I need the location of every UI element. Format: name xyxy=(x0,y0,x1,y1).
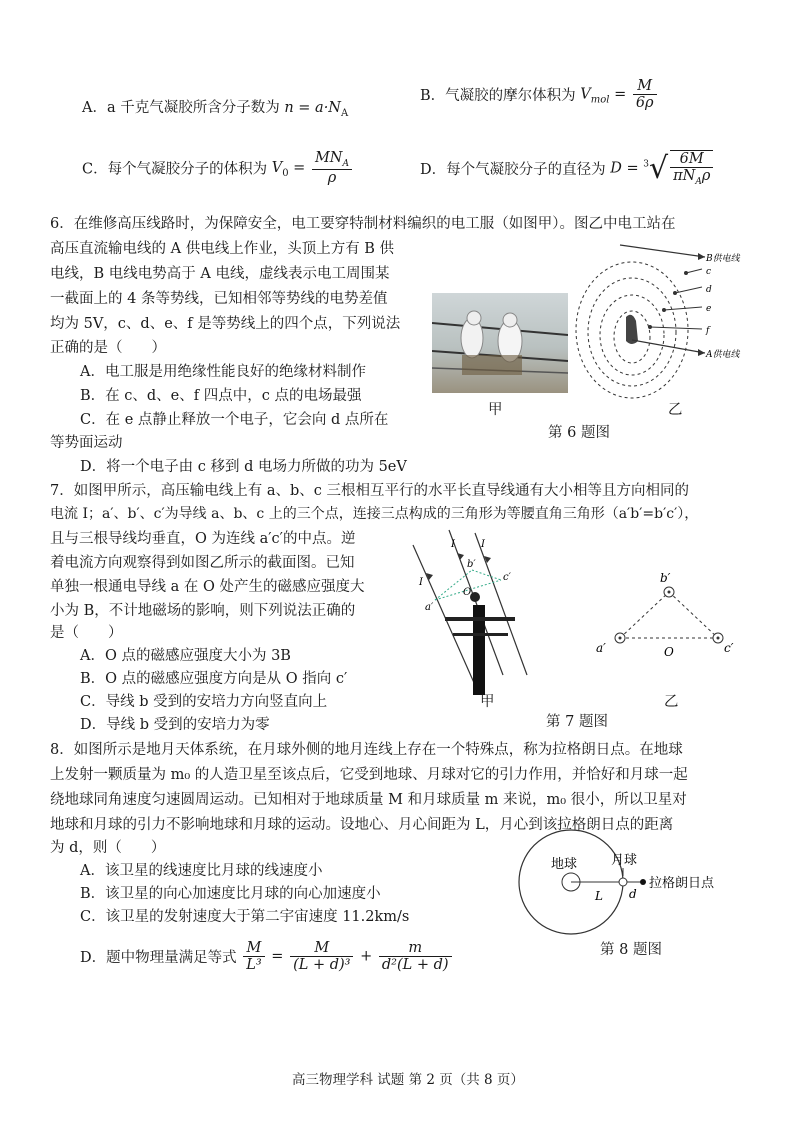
svg-text:a′: a′ xyxy=(596,641,606,655)
page-footer: 高三物理学科 试题 第 2 页（共 8 页） xyxy=(292,1072,524,1088)
wire-a xyxy=(413,545,475,685)
q5-option-d: D．每个气凝胶分子的直径为 D = $^3$√ $\frac{6M}{\pi N_A\rho}$ xyxy=(420,150,715,187)
fig6-equipotential-diagram xyxy=(570,235,770,405)
svg-text:L: L xyxy=(595,889,603,903)
q7-line1: 7．如图甲所示，高压输电线上有 a、b、c 三根相互平行的水平长直导线通有大小相等且方向相同的 xyxy=(50,483,689,499)
fig8-earth-moon-diagram xyxy=(515,820,765,940)
q8-option-a: A．该卫星的线速度比月球的线速度小 xyxy=(80,863,323,879)
q6-line1: 6．在维修高压线路时，为保障安全，电工要穿特制材料编织的电工服（如图甲）。图乙中电工站在 xyxy=(50,216,676,232)
svg-text:a′: a′ xyxy=(425,602,434,613)
q7-line6: 小为 B，不计地磁场的影响，则下列说法正确的 xyxy=(50,603,356,619)
fig7-caption: 第 7 题图 xyxy=(546,714,608,730)
q7-option-b: B．O 点的磁感应强度方向是从 O 指向 c′ xyxy=(80,671,348,687)
q7-line4: 着电流方向观察得到如图乙所示的截面图。已知 xyxy=(50,555,355,571)
q6-line2: 高压直流输电线的 A 供电线上作业，头顶上方有 B 供 xyxy=(50,241,395,257)
fig7-jia-diagram xyxy=(405,525,530,695)
q6-line4: 一截面上的 4 条等势线，已知相邻等势线的电势差值 xyxy=(50,291,388,307)
fig6-label-yi: 乙 xyxy=(668,402,683,418)
fig7-label-yi: 乙 xyxy=(664,694,679,710)
q7-line3: 且与三根导线均垂直，O 为连线 a′c′的中点。逆 xyxy=(50,531,356,547)
fig6-point-f: f xyxy=(706,326,710,336)
svg-text:I: I xyxy=(419,577,423,588)
fig6-point-e: e xyxy=(706,304,712,314)
q8-line3: 绕地球同角速度匀速圆周运动。已知相对于地球质量 M 和月球质量 m 来说，m₀ 很小，所以卫星对 xyxy=(50,792,687,808)
q6-line3: 电线，B 电线电势高于 A 电线，虚线表示电工周围某 xyxy=(50,266,390,282)
fig8-label-lagrange: 拉格朗日点 xyxy=(649,876,715,891)
fig6-point-d: d xyxy=(706,285,712,295)
fig8-caption: 第 8 题图 xyxy=(600,942,662,958)
svg-text:c′: c′ xyxy=(724,641,734,655)
q6-option-c-cont: 等势面运动 xyxy=(50,435,123,451)
fig7-yi-diagram xyxy=(590,570,750,660)
moon xyxy=(619,878,627,886)
svg-text:b′: b′ xyxy=(660,571,671,585)
fig6-photo-illustration xyxy=(432,293,568,393)
fig6-point-c: c xyxy=(706,267,712,277)
q8-line2: 上发射一颗质量为 m₀ 的人造卫星至该点后，它受到地球、月球对它的引力作用，并恰好和月球一起 xyxy=(50,767,688,783)
svg-text:d: d xyxy=(629,887,637,901)
q5-option-c: C．每个气凝胶分子的体积为 $V_0$ = $\frac{MN_A}{\rho}$ xyxy=(82,150,354,186)
worker-silhouette xyxy=(626,315,638,344)
q7-option-a: A．O 点的磁感应强度大小为 3B xyxy=(80,648,291,664)
q7-line2: 电流 I；a′、b′、c′为导线 a、b、c 上的三个点，连接三点构成的三角形为等腰直角三角形（a′b′=b′c′）， xyxy=(50,506,699,522)
q7-option-d: D．导线 b 受到的安培力为零 xyxy=(80,717,270,733)
q8-option-b: B．该卫星的向心加速度比月球的向心加速度小 xyxy=(80,886,381,902)
svg-text:I: I xyxy=(481,539,485,550)
q6-line5: 均为 5V，c、d、e、f 是等势线上的四个点，下列说法 xyxy=(50,316,401,332)
q8-line5: 为 d，则（ ） xyxy=(50,840,166,856)
fig6-label-a-line: A供电线 xyxy=(706,350,740,360)
fig6-caption: 第 6 题图 xyxy=(548,425,610,441)
q6-option-b: B．在 c、d、e、f 四点中，c 点的电场最强 xyxy=(80,388,362,404)
fig6-photo xyxy=(432,293,568,393)
fig6-label-b-line: B供电线 xyxy=(706,254,740,264)
q8-line1: 8．如图所示是地月天体系统，在月球外侧的地月连线上存在一个特殊点，称为拉格朗日点。在地球 xyxy=(50,742,683,758)
q6-option-d: D．将一个电子由 c 移到 d 电场力所做的功为 5eV xyxy=(80,459,407,475)
svg-text:c′: c′ xyxy=(503,572,511,583)
svg-text:O: O xyxy=(664,645,674,659)
q5-option-a: A．a 千克气凝胶所含分子数为 $n = a\cdot N_A$ xyxy=(82,100,349,119)
q8-line4: 地球和月球的引力不影响地球和月球的运动。设地心、月心间距为 L，月心到该拉格朗日点的距离 xyxy=(50,817,674,833)
q7-option-c: C．导线 b 受到的安培力方向竖直向上 xyxy=(80,694,328,710)
svg-text:I: I xyxy=(451,539,455,550)
q6-line6: 正确的是（ ） xyxy=(50,340,166,356)
fig8-label-earth: 地球 xyxy=(551,857,578,872)
lagrange-point xyxy=(640,879,646,885)
q5-option-b: B．气凝胶的摩尔体积为 $V_{mol}$ = $\frac{M}{6\rho}$ xyxy=(420,78,659,111)
q6-option-a: A．电工服是用绝缘性能良好的绝缘材料制作 xyxy=(80,364,366,380)
fig7-label-jia: 甲 xyxy=(480,694,495,710)
q8-option-c: C．该卫星的发射速度大于第二宇宙速度 11.2km/s xyxy=(80,909,410,925)
q6-option-c: C．在 e 点静止释放一个电子，它会向 d 点所在 xyxy=(80,412,389,428)
q8-option-d: D．题中物理量满足等式 $\frac{M}{\text{L³}}$ = $\frac{M}{\text{(L + d)³}}$ + $\frac{m}{\text{d²(L + d)}}$ xyxy=(80,940,454,973)
fig8-label-moon: 月球 xyxy=(611,853,638,868)
fig6-label-jia: 甲 xyxy=(488,402,503,418)
q7-line5: 单独一根通电导线 a 在 O 处产生的磁感应强度大 xyxy=(50,579,365,595)
svg-text:O: O xyxy=(463,587,472,598)
q7-line7: 是（ ） xyxy=(50,625,123,641)
svg-text:b′: b′ xyxy=(467,559,476,570)
